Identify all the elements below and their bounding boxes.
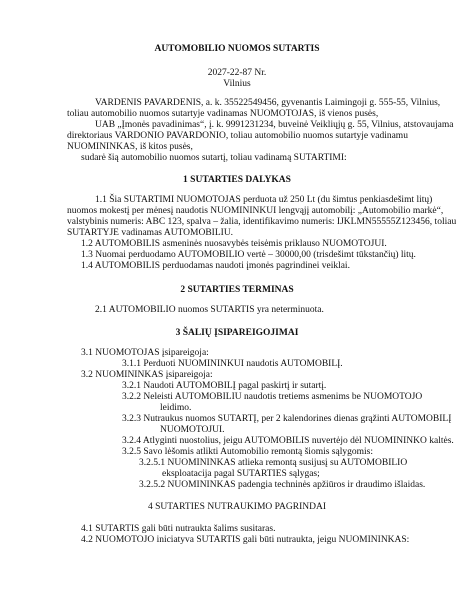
party-line: direktoriaus VARDONIO PAVARDONIO, toliau automobilio nuomos sutartyje vadinamu (67, 131, 408, 141)
clause-line: 1.1 Šia SUTARTIMI NUOMOTOJAS perduota už 250 Lt (du šimtus penkiasdešimt litų) (95, 195, 433, 205)
section-heading: 2 SUTARTIES TERMINAS (180, 285, 294, 295)
clause-line: 1.2 AUTOMOBILIS asmeninės nuosavybės teisėmis priklauso NUOMOTOJUI. (81, 239, 387, 249)
party-line: toliau automobilio nuomos sutartyje vadinamas NUOMOTOJAS, iš vienos pusės, (67, 109, 379, 119)
document-title: AUTOMOBILIO NUOMOS SUTARTIS (154, 44, 320, 54)
clause-line: 4.2 NUOMOTOJO iniciatyva SUTARTIS gali būti nutraukta, jeigu NUOMININKAS: (81, 535, 410, 545)
section-heading: 1 SUTARTIES DALYKAS (183, 175, 291, 185)
party-line: NUOMININKAS, iš kitos pusės, (67, 142, 193, 152)
clause-line: 3.2.5 Savo lėšomis atlikti Automobilio remontą šiomis sąlygomis: (122, 447, 373, 457)
clause-line: SUTARTYJE vadinamas AUTOMOBILIU. (67, 228, 234, 238)
clause-line: 3.2.3 Nutraukus nuomos SUTARTĮ, per 2 kalendorines dienas grąžinti AUTOMOBILĮ (122, 414, 452, 424)
clause-line: 3.2.2 Neleisti AUTOMOBILIU naudotis tretiems asmenims be NUOMOTOJO (122, 392, 423, 402)
clause-line: leidimo. (160, 403, 192, 413)
clause-line: 4.1 SUTARTIS gali būti nutraukta šalims susitaras. (81, 524, 276, 534)
document-number: 2027-22-87 Nr. (207, 68, 267, 78)
clause-line: 1.4 AUTOMOBILIS perduodamas naudoti įmonės pagrindinei veiklai. (81, 261, 350, 271)
clause-line: 3.2.1 Naudoti AUTOMOBILĮ pagal paskirtį ir sutartį. (122, 381, 327, 391)
clause-line: 3.2 NUOMININKAS įsipareigoja: (81, 370, 213, 380)
section-heading: 4 SUTARTIES NUTRAUKIMO PAGRINDAI (147, 502, 327, 512)
clause-line: 3.1 NUOMOTOJAS įsipareigoja: (81, 348, 209, 358)
clause-line: eksploatacija pagal SUTARTIES sąlygas; (162, 469, 320, 479)
party-line: VARDENIS PAVARDENIS, a. k. 35522549456, gyvenantis Laimingoji g. 555-55, Vilnius, (95, 98, 441, 108)
clause-line: nuomos mokestį per mėnesį naudotis NUOMININKUI lengvąjį automobilį: „Automobilio markė“, (67, 206, 444, 216)
clause-line: NUOMOTOJUI. (160, 425, 225, 435)
clause-line: valstybinis numeris: ABC 123, spalva – žalia, identifikavimo numeris: IJKLMN55555Z123456, toliau (67, 217, 457, 227)
clause-line: 3.2.5.2 NUOMININKAS padengia techninės apžiūros ir draudimo išlaidas. (139, 480, 426, 490)
clause-line: 2.1 AUTOMOBILIO nuomos SUTARTIS yra neterminuota. (95, 305, 324, 315)
clause-line: 3.1.1 Perduoti NUOMININKUI naudotis AUTOMOBILĮ. (122, 359, 343, 369)
party-line: sudarė šią automobilio nuomos sutartį, toliau vadinamą SUTARTIMI: (81, 153, 347, 163)
clause-line: 3.2.5.1 NUOMININKAS atlieka remontą susijusį su AUTOMOBILIO (139, 458, 408, 468)
party-line: UAB „Įmonės pavadinimas“, į. k. 9991231234, buveinė Veikliųjų g. 55, Vilnius, atstovaujama (95, 120, 454, 130)
section-heading: 3 ŠALIŲ ĮSIPAREIGOJIMAI (175, 328, 299, 338)
clause-line: 3.2.4 Atlyginti nuostolius, jeigu AUTOMOBILIS nuvertėjo dėl NUOMININKO kaltės. (122, 436, 454, 446)
document-city: Vilnius (223, 79, 251, 89)
clause-line: 1.3 Nuomai perduodamo AUTOMOBILIO vertė – 30000,00 (trisdešimt tūkstančių) litų. (81, 250, 416, 260)
